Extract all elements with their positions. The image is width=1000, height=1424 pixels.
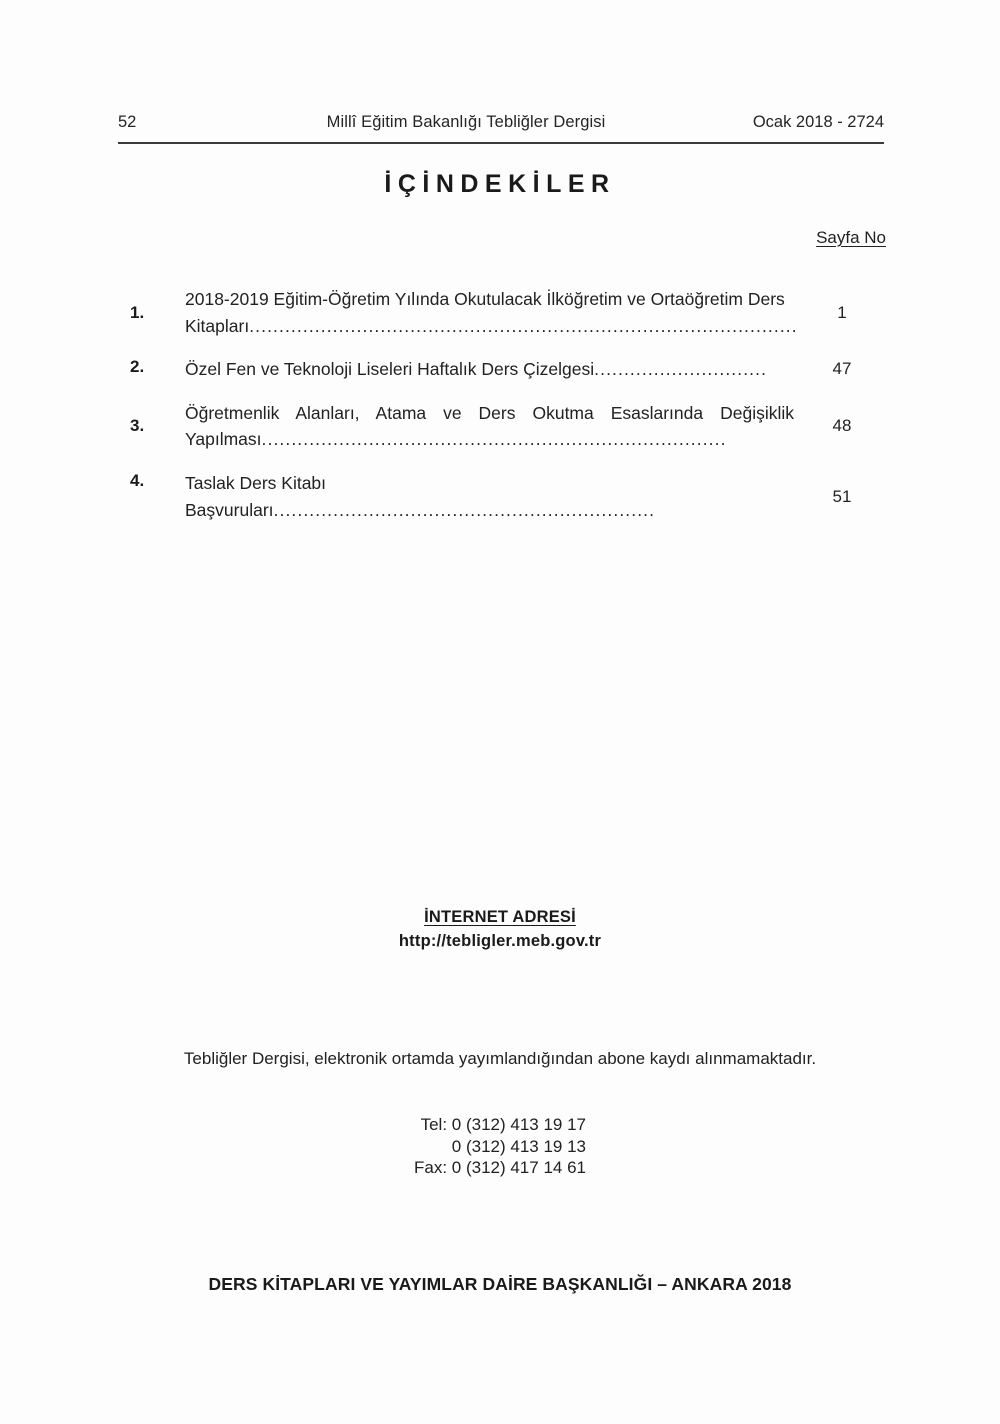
internet-address-url[interactable]: http://tebligler.meb.gov.tr xyxy=(398,932,602,950)
header-divider xyxy=(118,142,884,144)
toc-entry-text: 2018-2019 Eğitim-Öğretim Yılında Okutulacak İlköğretim ve Ortaöğretim Ders Kitapları xyxy=(185,289,785,336)
contact-tel-secondary: 0 (312) 413 19 13 xyxy=(451,1136,586,1156)
toc-entry-page: 51 xyxy=(832,486,852,506)
internet-address-label: İNTERNET ADRESİ xyxy=(424,908,576,926)
toc-entry-body xyxy=(185,356,794,383)
header-page-number: 52 xyxy=(118,113,137,131)
toc-entry-leader: .............................................................................. xyxy=(261,429,727,450)
toc-entry-leader: ................................................................ xyxy=(273,499,656,520)
toc-entry[interactable] xyxy=(130,400,890,453)
toc-entry-number: 3. xyxy=(130,416,145,436)
toc-entry[interactable] xyxy=(130,470,890,523)
toc-entry-body xyxy=(185,286,798,339)
toc-entry-text: Özel Fen ve Teknoloji Liseleri Haftalık Ders Çizelgesi xyxy=(185,359,595,380)
contact-lines xyxy=(414,1114,586,1179)
table-of-contents xyxy=(130,286,890,540)
toc-entry-number: 2. xyxy=(130,357,145,377)
toc-entry-leader: ............................................................................................ xyxy=(249,315,798,336)
toc-entry-leader: ............................. xyxy=(594,359,768,380)
toc-entry-text: Öğretmenlik Alanları, Atama ve Ders Okutma Esaslarında Değişiklik Yapılması xyxy=(185,402,794,450)
toc-entry-page: 48 xyxy=(832,416,852,436)
header-issue: Ocak 2018 - 2724 xyxy=(752,113,884,131)
toc-entry-body xyxy=(185,470,794,523)
toc-entry[interactable] xyxy=(130,286,890,339)
toc-entry-page: 47 xyxy=(832,359,852,379)
toc-entry[interactable] xyxy=(130,356,890,383)
page-footer: DERS KİTAPLARI VE YAYIMLAR DAİRE BAŞKANLIĞI – ANKARA 2018 xyxy=(208,1274,792,1294)
toc-entry-number: 1. xyxy=(130,302,145,322)
contents-column-header-label: Sayfa No xyxy=(816,228,886,247)
contact-tel-primary: Tel: 0 (312) 413 19 17 xyxy=(420,1115,586,1134)
internet-address-block xyxy=(0,908,1000,951)
toc-entry-number: 4. xyxy=(130,470,145,490)
toc-entry-body xyxy=(185,400,794,453)
toc-entry-page: 1 xyxy=(837,302,847,322)
subscription-note: Tebliğler Dergisi, elektronik ortamda yayımlandığından abone kaydı alınmamaktadır. xyxy=(183,1049,817,1068)
contact-block xyxy=(0,1114,1000,1179)
header-publication-title: Millî Eğitim Bakanlığı Tebliğler Dergisi xyxy=(326,113,606,131)
running-header xyxy=(118,113,884,132)
contact-fax: Fax: 0 (312) 417 14 61 xyxy=(413,1158,586,1178)
toc-entry-text: Taslak Ders Kitabı Başvuruları xyxy=(185,472,327,520)
page-title: İÇİNDEKİLER xyxy=(384,170,616,198)
